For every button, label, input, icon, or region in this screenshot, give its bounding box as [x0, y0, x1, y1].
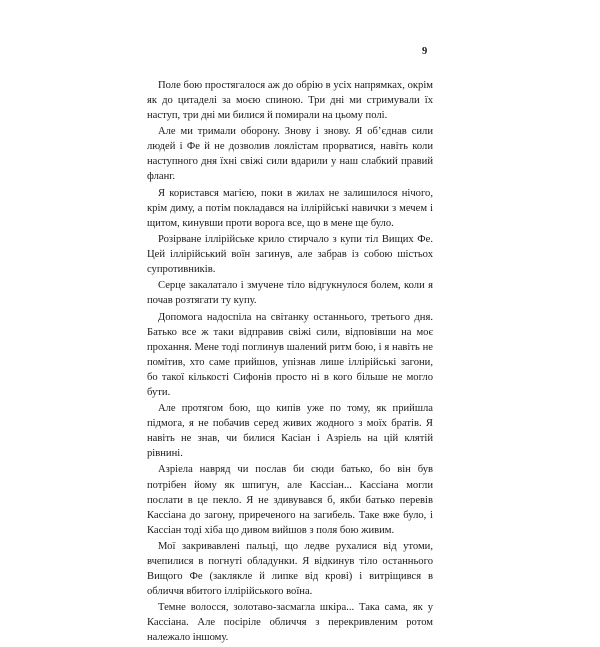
paragraph: Я користався магією, поки в жилах не залишилося нічого, крім диму, а потім покладався на іллірійські навички з мечем і щитом, кинувши проти ворога все, що в мене ще було.: [147, 187, 433, 229]
paragraph: Але протягом бою, що кипів уже по тому, як прийшла підмога, я не побачив серед живих жодного з моїх братів. Я навіть не знав, чи билися Касіан і Азріель на цій клятій рівнині.: [147, 403, 433, 460]
paragraph: Азріела навряд чи послав би сюди батько, бо він був потрібен йому як шпигун, але Кассіан... Кассіана могли послати в це пекло. Я не здивувався б, якби батько перевів Кассіана до загону, приреченого на загибель. Таке вже було, і Кассіан тоді хіба що дивом вийшов з поля бою живим.: [147, 464, 433, 536]
paragraph: Серце закалатало і змучене тіло відгукнулося болем, коли я почав розтягати ту купу.: [147, 280, 433, 307]
page-number: 9: [422, 46, 428, 57]
paragraph: Допомога надоспіла на світанку останнього, третього дня. Батько все ж таки відправив свіжі сили, відповівши на моє прохання. Мене тоді поглинув шалений ритм бою, і я навіть не помітив, хто саме прийшов, упізнав лише іллірійські загони, бо такої кількості Сифонів просто ні в кого більше не могло бути.: [147, 311, 433, 398]
paragraph: Поле бою простягалося аж до обрію в усіх напрямках, окрім як до цитаделі за моєю спиною. Три дні ми стримували їх наступ, три дні ми билися й помирали на цьому полі.: [147, 80, 433, 122]
body-text: [147, 78, 433, 647]
paragraph: Розірване іллірійське крило стирчало з купи тіл Вищих Фе. Цей іллірійський воїн загинув, але забрав із собою шістьох супротивників.: [147, 234, 433, 276]
paragraph: Темне волосся, золотаво-засмагла шкіра... Така сама, як у Кассіана. Але посіріле обличчя з перекривленим ротом належало іншому.: [147, 602, 433, 644]
paragraph: Але ми тримали оборону. Знову і знову. Я об’єднав сили людей і Фе й не дозволив лоялістам прорватися, навіть коли наступного дня їхні свіжі сили вдарили у наш слабкий правий фланг.: [147, 126, 433, 183]
paragraph: Мої закривавлені пальці, що ледве рухалися від утоми, вчепилися в погнуті обладунки. Я відкинув тіло останнього Вищого Фе (заклякле й липке від крові) і витріщився в обличчя вбитого іллірійського воїна.: [147, 540, 433, 598]
